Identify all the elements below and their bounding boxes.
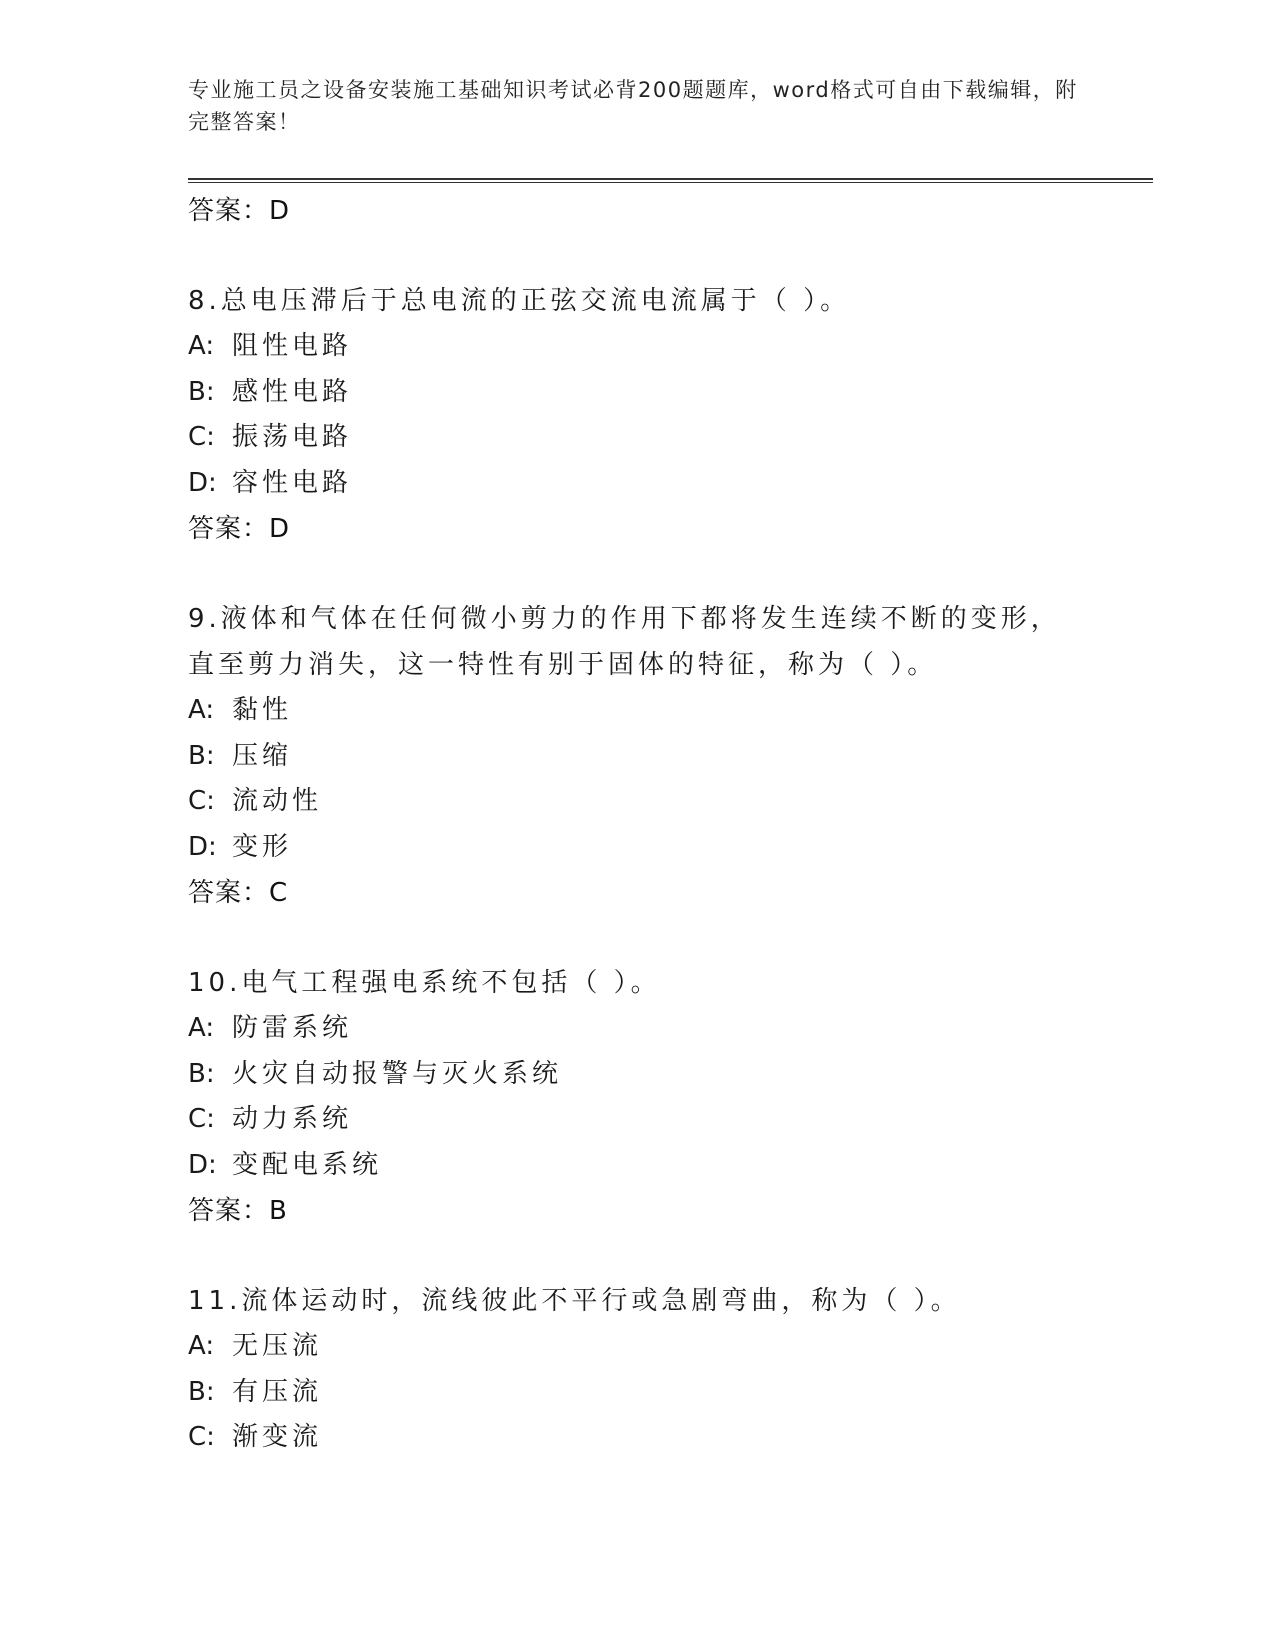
option-key: B: <box>188 740 215 771</box>
option-text: 容性电路 <box>232 467 353 498</box>
option-key: A: <box>188 695 215 725</box>
option-c <box>188 415 1088 461</box>
question-stem: 11.流体运动时，流线彼此不平行或急剧弯曲，称为（ ）。 <box>188 1286 961 1316</box>
option-text: 感性电路 <box>232 376 353 407</box>
option-key: A: <box>188 331 215 361</box>
option-a <box>188 1006 1088 1052</box>
option-key: A: <box>188 1331 215 1361</box>
option-c <box>188 779 1088 825</box>
option-text: 火灾自动报警与灭火系统 <box>232 1058 563 1089</box>
header-divider <box>188 178 1153 183</box>
option-b <box>188 734 1088 780</box>
option-text: 无压流 <box>232 1331 323 1361</box>
option-d <box>188 825 1088 871</box>
option-key: B: <box>188 1376 215 1407</box>
option-c <box>188 1415 1088 1461</box>
option-a <box>188 1324 1088 1370</box>
option-b <box>188 370 1088 416</box>
question-list <box>188 188 1088 1461</box>
option-text: 防雷系统 <box>232 1013 353 1043</box>
answer-label: 答案：D <box>188 196 291 226</box>
answer-label: 答案：C <box>188 878 289 908</box>
option-b <box>188 1052 1088 1098</box>
question-stem: 9.液体和气体在任何微小剪力的作用下都将发生连续不断的变形，直至剪力消失，这一特性有别于固体的特征，称为（ ）。 <box>188 604 1061 680</box>
option-text: 流动性 <box>232 786 323 816</box>
option-key: D: <box>188 467 217 498</box>
option-key: B: <box>188 1058 215 1089</box>
answer-label: 答案：B <box>188 1196 288 1226</box>
option-d <box>188 1143 1088 1189</box>
option-key: C: <box>188 1422 215 1452</box>
option-key: D: <box>188 831 217 862</box>
option-a <box>188 688 1088 734</box>
option-b <box>188 1370 1088 1416</box>
option-key: D: <box>188 1149 217 1180</box>
document-header: 专业施工员之设备安装施工基础知识考试必背200题题库，word格式可自由下载编辑，附完整答案！ <box>188 78 1078 134</box>
option-text: 压缩 <box>232 740 293 771</box>
option-text: 振荡电路 <box>232 422 353 452</box>
answer-label: 答案：D <box>188 514 291 544</box>
option-text: 阻性电路 <box>232 331 353 361</box>
option-text: 变形 <box>232 831 293 862</box>
option-d <box>188 461 1088 507</box>
option-a <box>188 324 1088 370</box>
question-stem: 8.总电压滞后于总电流的正弦交流电流属于（ ）。 <box>188 286 851 316</box>
question-stem: 10.电气工程强电系统不包括（ ）。 <box>188 968 661 998</box>
option-key: B: <box>188 376 215 407</box>
option-text: 变配电系统 <box>232 1149 383 1180</box>
option-text: 动力系统 <box>232 1104 353 1134</box>
option-key: A: <box>188 1013 215 1043</box>
option-text: 渐变流 <box>232 1422 323 1452</box>
option-text: 有压流 <box>232 1376 323 1407</box>
option-key: C: <box>188 1104 215 1134</box>
option-key: C: <box>188 786 215 816</box>
option-text: 黏性 <box>232 695 293 725</box>
option-key: C: <box>188 422 215 452</box>
option-c <box>188 1097 1088 1143</box>
